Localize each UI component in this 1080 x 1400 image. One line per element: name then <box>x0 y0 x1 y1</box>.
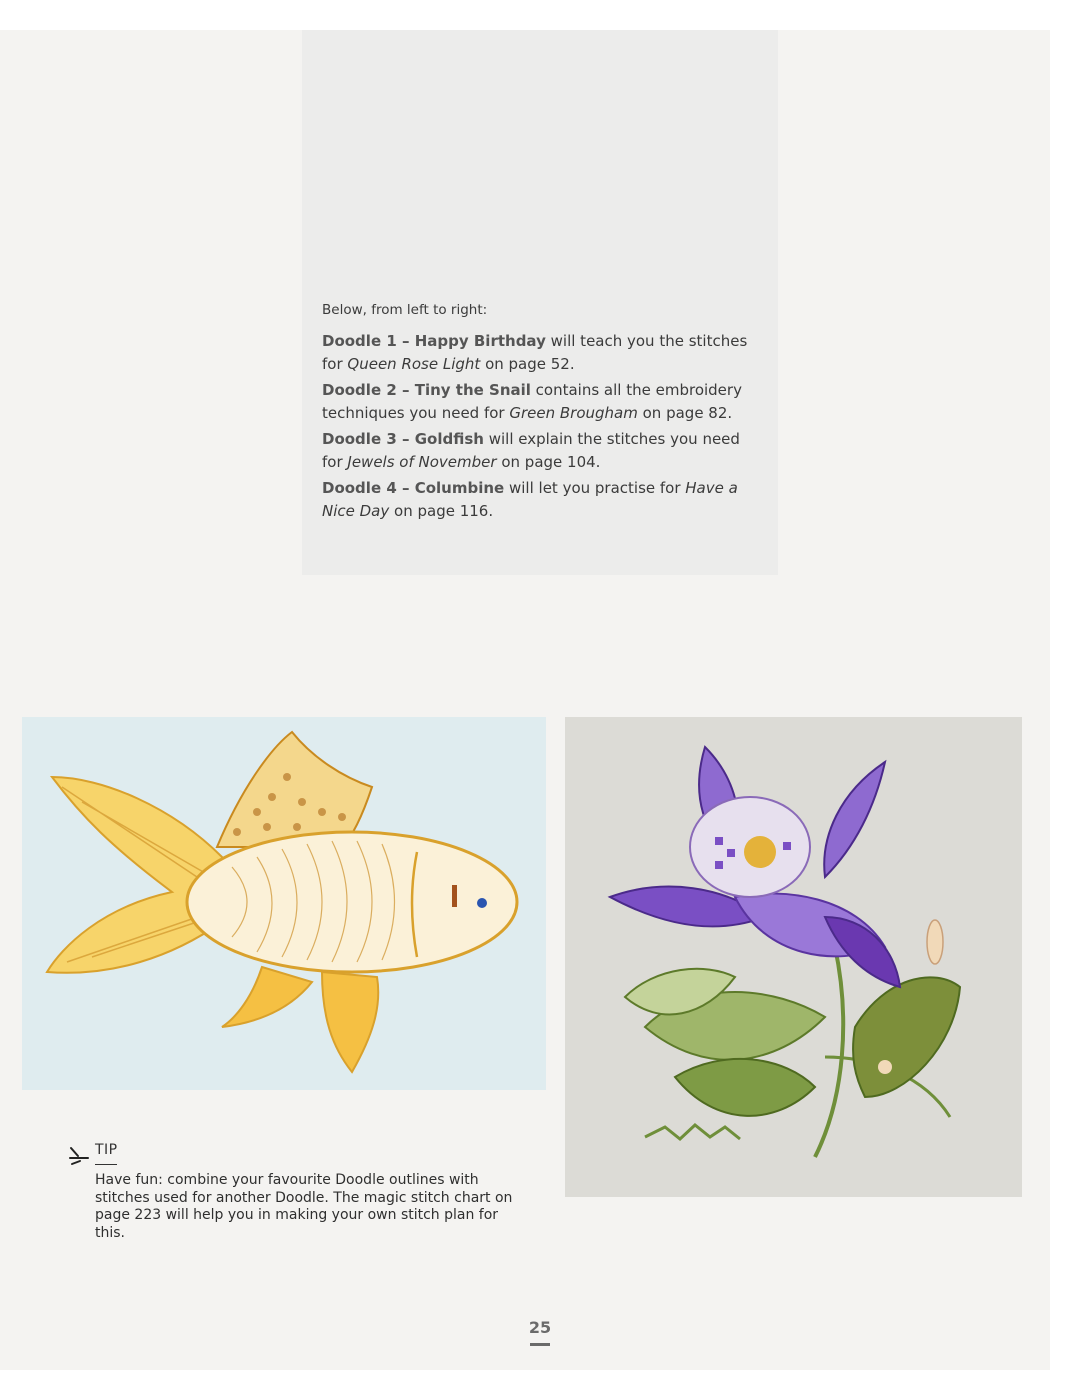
doodle-entry-2 <box>322 379 762 426</box>
doodle-page-ref: on page 104. <box>496 453 601 471</box>
fish-body <box>187 832 517 972</box>
stem <box>815 947 843 1157</box>
pelvic-fin <box>222 967 312 1027</box>
anal-fin <box>322 972 378 1072</box>
grass-stitches <box>645 1125 740 1139</box>
intro-text <box>322 299 762 526</box>
doodle-title: Doodle 1 – Happy Birthday <box>322 331 546 350</box>
goldfish-illustration <box>22 717 546 1090</box>
doodle-entry-1 <box>322 330 762 377</box>
doodle-text: will let you practise for <box>504 478 686 497</box>
eyebrow-mark <box>452 885 457 907</box>
doodle-project: Green Brougham <box>509 404 638 422</box>
doodle-entry-3 <box>322 428 762 475</box>
intro-heading: Below, from left to right: <box>322 302 488 318</box>
top-right-petal <box>824 762 885 877</box>
doodle-page-ref: on page 82. <box>637 404 733 422</box>
needle-icon <box>68 1144 90 1166</box>
bud-small <box>878 1060 892 1074</box>
columbine-illustration <box>565 717 1022 1197</box>
doodle-project: Have a Nice Day <box>322 478 738 520</box>
right-leaf <box>853 977 960 1097</box>
tip-underline <box>95 1164 117 1165</box>
lower-leaf <box>675 1059 815 1116</box>
page-number-underline <box>530 1343 550 1346</box>
columbine-embroidery-photo <box>565 717 1022 1197</box>
bud-right <box>927 920 943 964</box>
goldfish-embroidery-photo <box>22 717 546 1090</box>
doodle-text: will teach you the stitches for <box>322 331 748 373</box>
doodle-page-ref: on page 52. <box>480 355 575 373</box>
doodle-project: Jewels of November <box>347 453 497 471</box>
tip-text: Have fun: combine your favourite Doodle outlines with stitches used for another Doodle. The magic stitch chart on page 223 will help you in making your own stitch plan for this. <box>95 1172 513 1241</box>
doodle-text: contains all the embroidery techniques you need for <box>322 380 742 422</box>
fish-eye <box>477 898 487 908</box>
doodle-text: will explain the stitches you need for <box>322 429 740 471</box>
doodle-title: Doodle 4 – Columbine <box>322 478 505 497</box>
doodle-project: Queen Rose Light <box>347 355 481 373</box>
doodle-entry-4 <box>322 477 762 524</box>
doodle-title: Doodle 2 – Tiny the Snail <box>322 380 531 399</box>
flower-center <box>744 836 776 868</box>
doodle-title: Doodle 3 – Goldfish <box>322 429 484 448</box>
page-number: 25 <box>528 1318 552 1337</box>
intro-box <box>302 30 778 575</box>
book-page <box>0 30 1050 1370</box>
tip-label: TIP <box>95 1142 118 1158</box>
doodle-page-ref: on page 116. <box>389 502 494 520</box>
